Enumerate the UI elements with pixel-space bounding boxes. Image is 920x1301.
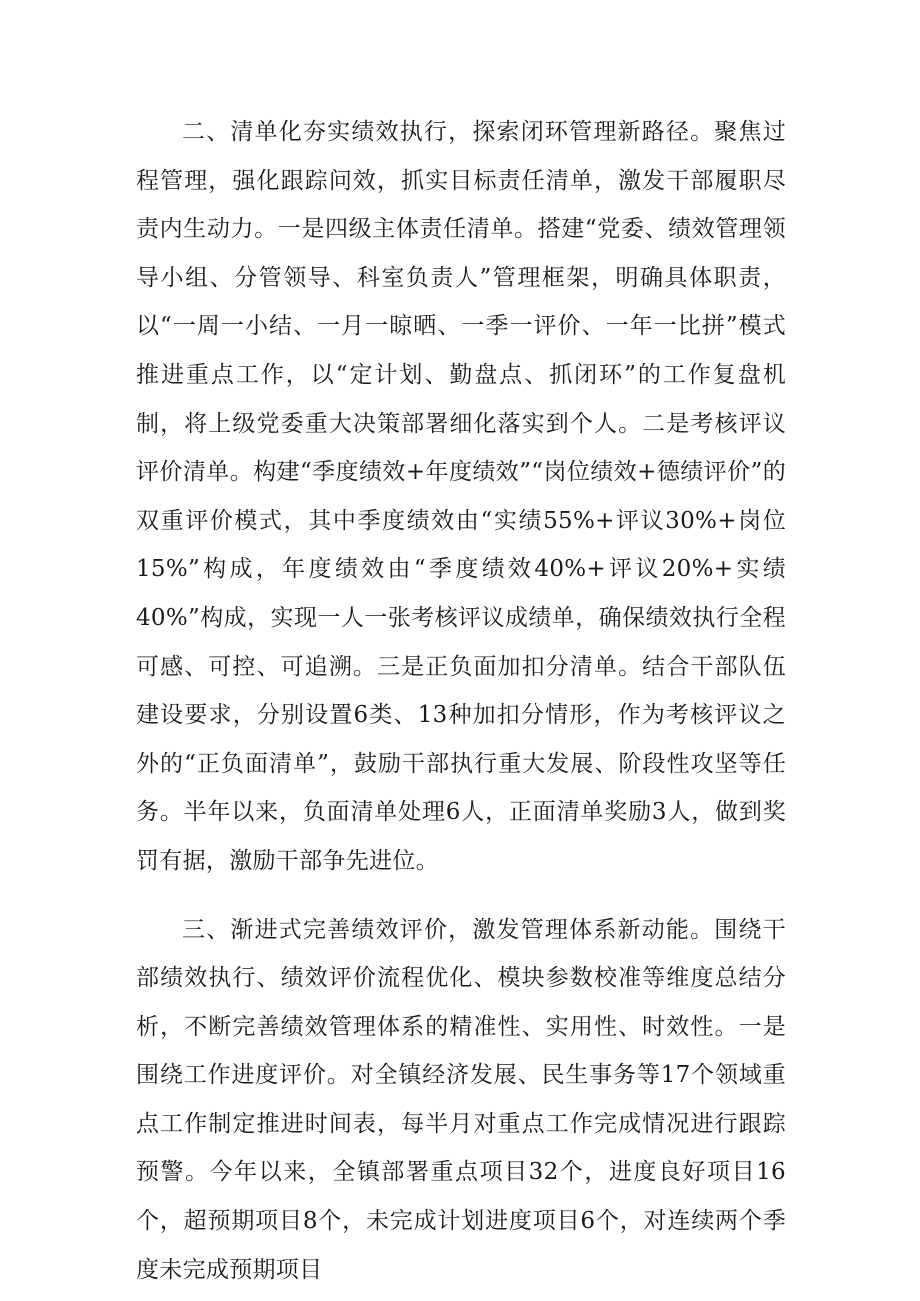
- document-page: [136, 108, 786, 1294]
- paragraph-performance-evaluation: 三、渐进式完善绩效评价，激发管理体系新动能。围绕干部绩效执行、绩效评价流程优化、模块参数校准等维度总结分析，不断完善绩效管理体系的精准性、实用性、时效性。一是围绕工作进度评价。对全镇经济发展、民生事务等17个领域重点工作制定推进时间表，每半月对重点工作完成情况进行跟踪预警。今年以来，全镇部署重点项目32个，进度良好项目16个，超预期项目8个，未完成计划进度项目6个，对连续两个季度未完成预期项目: [136, 916, 786, 1283]
- paragraph-performance-execution: 二、清单化夯实绩效执行，探索闭环管理新路径。聚焦过程管理，强化跟踪问效，抓实目标责任清单，激发干部履职尽责内生动力。一是四级主体责任清单。搭建“党委、绩效管理领导小组、分管领导、科室负责人”管理框架，明确具体职责，以“一周一小结、一月一晾晒、一季一评价、一年一比拼”模式推进重点工作，以“定计划、勤盘点、抓闭环”的工作复盘机制，将上级党委重大决策部署细化落实到个人。二是考核评议评价清单。构建“季度绩效+年度绩效”“岗位绩效+德绩评价”的双重评价模式，其中季度绩效由“实绩55%+评议30%+岗位15%”构成，年度绩效由“季度绩效40%+评议20%+实绩40%”构成，实现一人一张考核评议成绩单，确保绩效执行全程可感、可控、可追溯。三是正负面加扣分清单。结合干部队伍建设要求，分别设置6类、13种加扣分情形，作为考核评议之外的“正负面清单”，鼓励干部执行重大发展、阶段性攻坚等任务。半年以来，负面清单处理6人，正面清单奖励3人，做到奖罚有据，激励干部争先进位。: [136, 119, 786, 874]
